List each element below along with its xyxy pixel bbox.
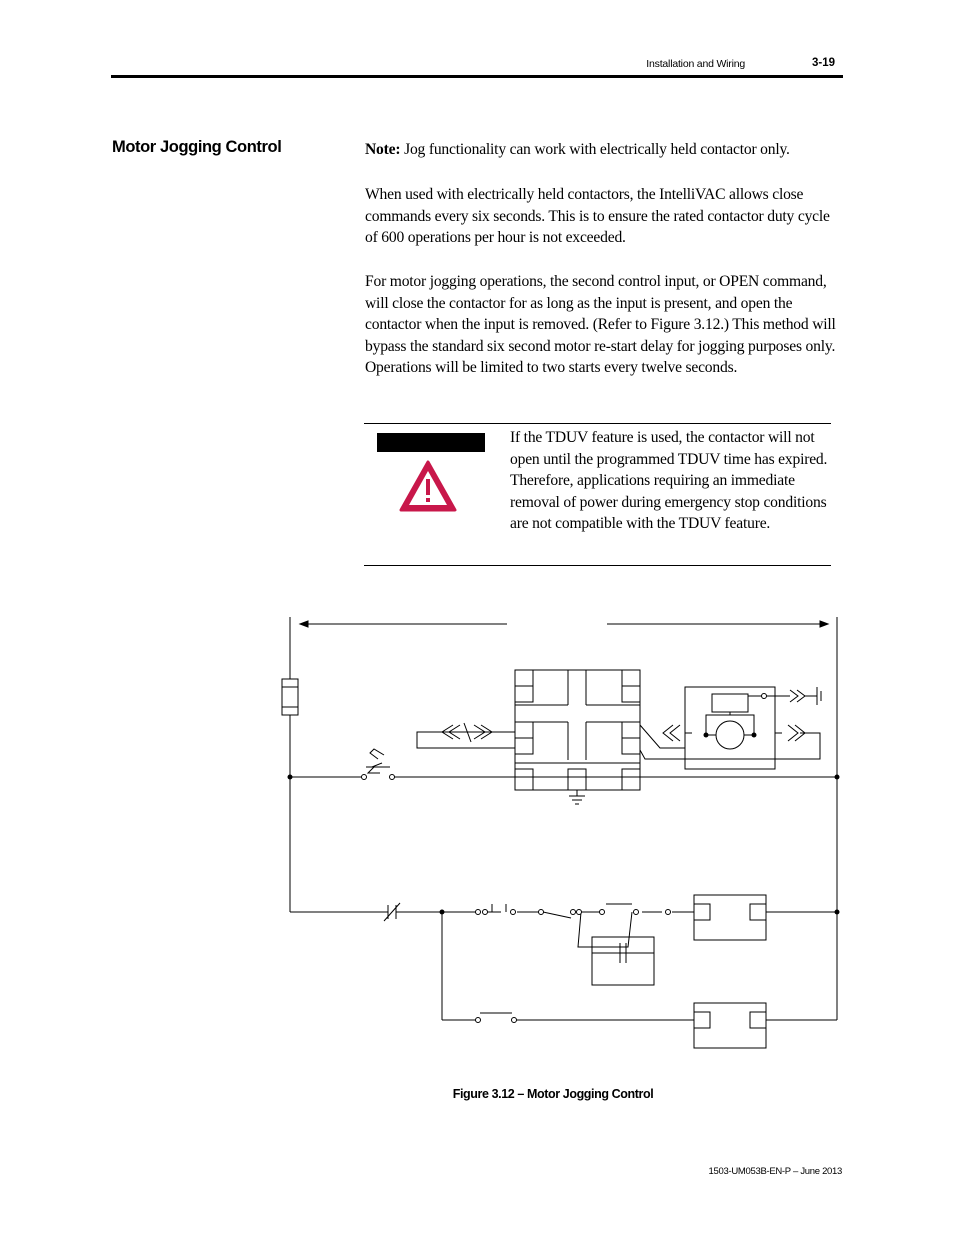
attention-label-bar (377, 433, 485, 452)
attention-text: If the TDUV feature is used, the contactor will not open until the programmed TDUV time has expired. Therefore, applications requiring an immediate removal of power during emergency stop conditions are not compatible with the TDUV feature. (510, 429, 828, 532)
figure-caption: Figure 3.12 – Motor Jogging Control (452, 1087, 654, 1101)
note-paragraph (365, 139, 840, 161)
body-paragraph-2: For motor jogging operations, the second control input, or OPEN command, will close the contactor for as long as the input is present, and open the contactor when the input is removed. (Refer to Figure 3.12.) This method will bypass the standard six second motor re-start delay for jogging purposes only. Operations will be limited to two starts every twelve seconds. (365, 273, 836, 376)
footer-doc-id: 1503-UM053B-EN-P – June 2013 (708, 1166, 842, 1177)
header-section-name: Installation and Wiring (646, 58, 745, 70)
attention-top-rule (364, 423, 831, 424)
attention-bottom-rule (364, 565, 831, 566)
header-rule (111, 75, 843, 78)
note-label: Note: (365, 141, 401, 158)
note-text: Jog functionality can work with electrically held contactor only. (400, 141, 790, 158)
section-title: Motor Jogging Control (112, 138, 282, 156)
motor-jogging-wiring-diagram (270, 605, 850, 1065)
body-paragraph-1: When used with electrically held contactors, the IntelliVAC allows close commands every six seconds. This is to ensure the rated contactor duty cycle of 600 operations per hour is not exceeded. (365, 186, 830, 246)
header-page-number: 3-19 (811, 57, 835, 69)
warning-triangle-icon (398, 459, 458, 513)
